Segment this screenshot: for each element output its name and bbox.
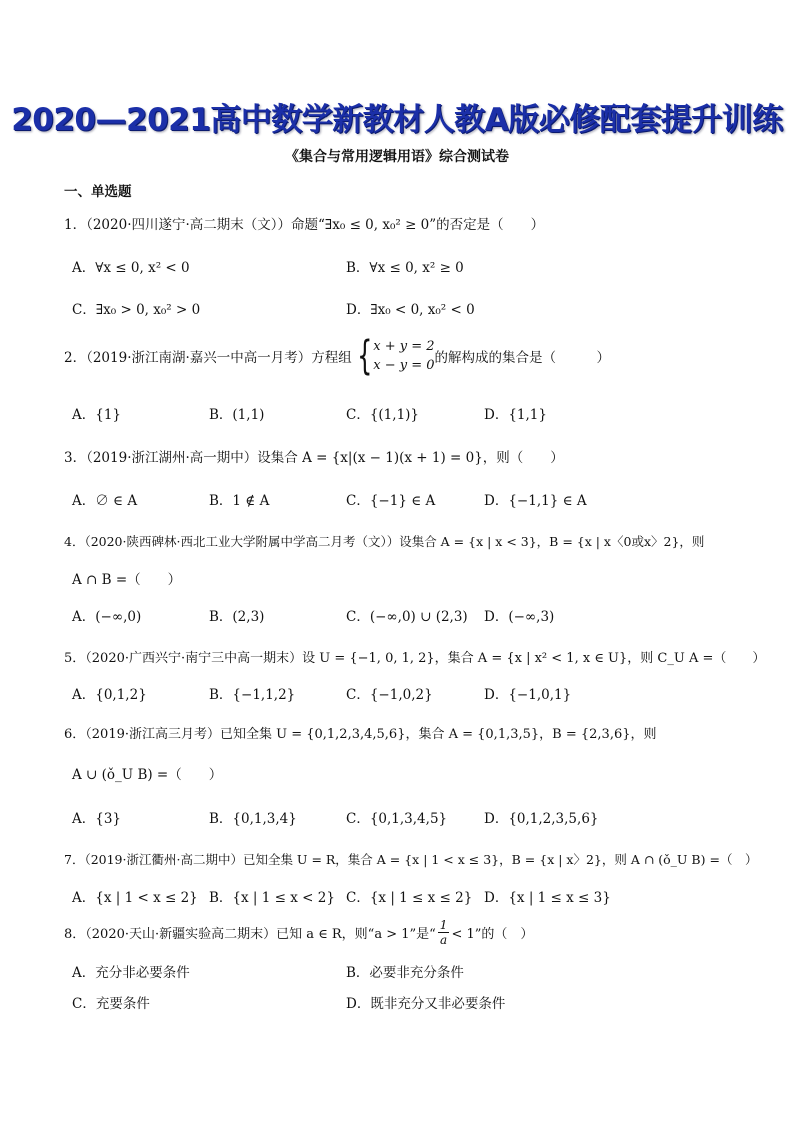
q2-option-c: C．{(1,1)} <box>346 407 420 423</box>
q3-option-c: C．{−1} ∈ A <box>346 493 436 509</box>
document-title: 2020—2021高中数学新教材人教A版必修配套提升训练 <box>11 102 783 138</box>
q4-option-d: D．(−∞,3) <box>484 609 555 625</box>
q8-fraction-denominator: a <box>440 933 448 947</box>
q8-prefix: 8．（2020·天山·新疆实验高二期末）已知 a ∈ R，则“a > 1”是“ <box>64 927 436 942</box>
question-8 <box>64 918 533 947</box>
left-brace-icon: { <box>356 333 373 379</box>
question-2 <box>64 333 610 379</box>
section-heading: 一、单选题 <box>64 184 132 200</box>
q5-option-c: C．{−1,0,2} <box>346 687 433 703</box>
q8-option-d: D．既非充分又非必要条件 <box>346 996 506 1012</box>
document-subtitle: 《集合与常用逻辑用语》综合测试卷 <box>285 149 509 165</box>
q8-fraction <box>438 918 450 947</box>
question-7: 7．（2019·浙江衢州·高二期中）已知全集 U = R，集合 A = {x | 1 < x ≤ 3}，B = {x | x〉2}，则 A ∩ (ǒ_U B) =（ ） <box>64 852 758 867</box>
q1-option-b: B．∀x ≤ 0, x² ≥ 0 <box>346 260 464 276</box>
q4-option-b: B．(2,3) <box>209 609 265 625</box>
q8-option-c: C．充要条件 <box>72 996 150 1012</box>
question-1: 1．（2020·四川遂宁·高二期末（文））命题“∃x₀ ≤ 0, x₀² ≥ 0”的否定是（ ） <box>64 217 545 233</box>
q8-fraction-numerator: 1 <box>439 918 448 932</box>
q5-option-a: A．{0,1,2} <box>72 687 147 703</box>
question-5: 5．（2020·广西兴宁·南宁三中高一期末）设 U = {−1, 0, 1, 2}，集合 A = {x | x² < 1, x ∈ U}，则 C_U A =（ ） <box>64 651 766 666</box>
q6-option-a: A．{3} <box>72 811 122 827</box>
q2-suffix: 的解构成的集合是（ ） <box>434 350 610 366</box>
question-6: 6．（2019·浙江高三月考）已知全集 U = {0,1,2,3,4,5,6}，集合 A = {0,1,3,5}，B = {2,3,6}，则 <box>64 727 657 742</box>
q5-option-d: D．{−1,0,1} <box>484 687 572 703</box>
q2-option-a: A．{1} <box>72 407 122 423</box>
q7-option-d: D．{x | 1 ≤ x ≤ 3} <box>484 890 611 906</box>
q5-option-b: B．{−1,1,2} <box>209 687 296 703</box>
q8-option-b: B．必要非充分条件 <box>346 965 464 981</box>
q2-equation-system <box>352 333 435 379</box>
question-6-cont: A ∪ (ǒ_U B) =（ ） <box>72 767 223 783</box>
q2-option-b: B．(1,1) <box>209 407 265 423</box>
q3-option-a: A．∅ ∈ A <box>72 493 138 509</box>
q7-option-b: B．{x | 1 ≤ x < 2} <box>209 890 335 906</box>
q3-option-b: B．1 ∉ A <box>209 493 270 509</box>
q2-equation-2: x − y = 0 <box>373 358 435 373</box>
q2-prefix: 2．（2019·浙江南湖·嘉兴一中高一月考）方程组 <box>64 350 352 366</box>
q8-option-a: A．充分非必要条件 <box>72 965 190 981</box>
q8-suffix: < 1”的（ ） <box>451 927 534 942</box>
question-3: 3．（2019·浙江湖州·高一期中）设集合 A = {x|(x − 1)(x + 1) = 0}，则（ ） <box>64 450 564 466</box>
q6-option-d: D．{0,1,2,3,5,6} <box>484 811 599 827</box>
q7-option-a: A．{x | 1 < x ≤ 2} <box>72 890 198 906</box>
question-4: 4．（2020·陕西碑林·西北工业大学附属中学高二月考（文））设集合 A = {x | x < 3}，B = {x | x〈0或x〉2}，则 <box>64 534 705 549</box>
q6-option-c: C．{0,1,3,4,5} <box>346 811 448 827</box>
q1-option-c: C．∃x₀ > 0, x₀² > 0 <box>72 302 201 318</box>
q7-option-c: C．{x | 1 ≤ x ≤ 2} <box>346 890 473 906</box>
q1-option-a: A．∀x ≤ 0, x² < 0 <box>72 260 190 276</box>
q3-option-d: D．{−1,1} ∈ A <box>484 493 587 509</box>
q4-option-a: A．(−∞,0) <box>72 609 142 625</box>
q2-option-d: D．{1,1} <box>484 407 547 423</box>
q4-option-c: C．(−∞,0) ∪ (2,3) <box>346 609 468 625</box>
q1-option-d: D．∃x₀ < 0, x₀² < 0 <box>346 302 475 318</box>
question-4-cont: A ∩ B =（ ） <box>72 572 182 588</box>
q2-equation-1: x + y = 2 <box>373 339 435 354</box>
q6-option-b: B．{0,1,3,4} <box>209 811 297 827</box>
